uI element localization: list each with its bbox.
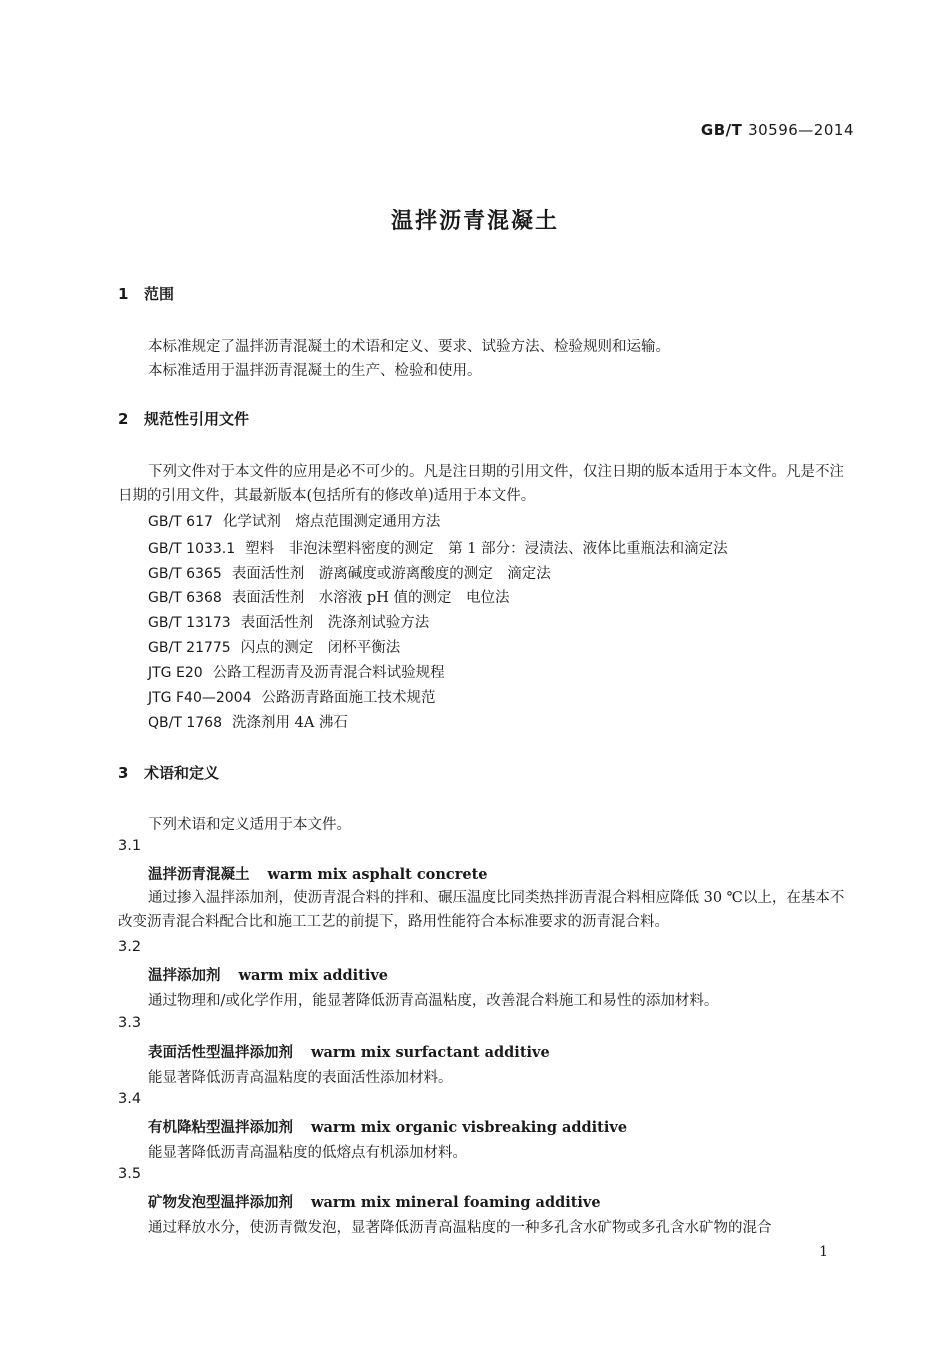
page-number: 1 (819, 1244, 828, 1260)
reference-item: JTG F40—2004 公路沥青路面施工技术规范 (148, 690, 436, 706)
clause-number: 3.1 (118, 838, 142, 854)
standard-code (701, 121, 854, 139)
term-title: 有机降粘型温拌添加剂 warm mix organic visbreaking additive (148, 1119, 628, 1136)
clause-number: 3.5 (118, 1166, 142, 1182)
reference-item: GB/T 617 化学试剂 熔点范围测定通用方法 (148, 514, 441, 530)
document-title: 温拌沥青混凝土 (390, 209, 559, 234)
reference-item: QB/T 1768 洗涤剂用 4A 沸石 (148, 715, 348, 731)
clause-number: 3.3 (118, 1015, 142, 1031)
section-heading-scope: 1 范围 (118, 285, 175, 303)
clause-number: 3.4 (118, 1091, 142, 1107)
section-heading-normative: 2 规范性引用文件 (118, 410, 250, 428)
term-definition: 通过释放水分，使沥青微发泡，显著降低沥青高温粘度的一种多孔含水矿物或多孔含水矿物的混合 (148, 1220, 772, 1236)
reference-item: GB/T 6365 表面活性剂 游离碱度或游离酸度的测定 滴定法 (148, 566, 551, 582)
paragraph: 下列术语和定义适用于本文件。 (148, 817, 351, 833)
term-definition: 能显著降低沥青高温粘度的低熔点有机添加材料。 (148, 1145, 467, 1161)
paragraph: 本标准规定了温拌沥青混凝土的术语和定义、要求、试验方法、检验规则和运输。 (148, 339, 670, 355)
term-title: 温拌添加剂 warm mix additive (148, 967, 388, 984)
reference-item: GB/T 13173 表面活性剂 洗涤剂试验方法 (148, 615, 430, 631)
section-heading-terms: 3 术语和定义 (118, 764, 220, 782)
standard-number: 30596—2014 (748, 121, 854, 139)
term-definition: 通过物理和/或化学作用，能显著降低沥青高温粘度，改善混合料施工和易性的添加材料。 (148, 993, 719, 1009)
reference-item: GB/T 21775 闪点的测定 闭杯平衡法 (148, 640, 401, 656)
clause-number: 3.2 (118, 939, 142, 955)
term-definition: 能显著降低沥青高温粘度的表面活性添加材料。 (148, 1070, 453, 1086)
term-title: 表面活性型温拌添加剂 warm mix surfactant additive (148, 1044, 550, 1061)
standard-prefix: GB/T (700, 121, 743, 139)
term-title: 矿物发泡型温拌添加剂 warm mix mineral foaming additive (148, 1194, 601, 1211)
reference-item: GB/T 1033.1 塑料 非泡沫塑料密度的测定 第 1 部分：浸渍法、液体比重瓶法和滴定法 (148, 541, 728, 557)
term-title: 温拌沥青混凝土 warm mix asphalt concrete (148, 866, 488, 883)
paragraph: 下列文件对于本文件的应用是必不可少的。凡是注日期的引用文件，仅注日期的版本适用于本文件。凡是不注日期的引用文件，其最新版本(包括所有的修改单)适用于本文件。 (118, 464, 844, 504)
reference-item: JTG E20 公路工程沥青及沥青混合料试验规程 (148, 665, 445, 681)
paragraph: 本标准适用于温拌沥青混凝土的生产、检验和使用。 (148, 363, 482, 379)
reference-item: GB/T 6368 表面活性剂 水溶液 pH 值的测定 电位法 (148, 590, 510, 606)
term-definition: 通过掺入温拌添加剂，使沥青混合料的拌和、碾压温度比同类热拌沥青混合料相应降低 30 ℃以上，在基本不改变沥青混合料配合比和施工工艺的前提下，路用性能符合本标准要求的沥青混合料。 (118, 890, 845, 930)
